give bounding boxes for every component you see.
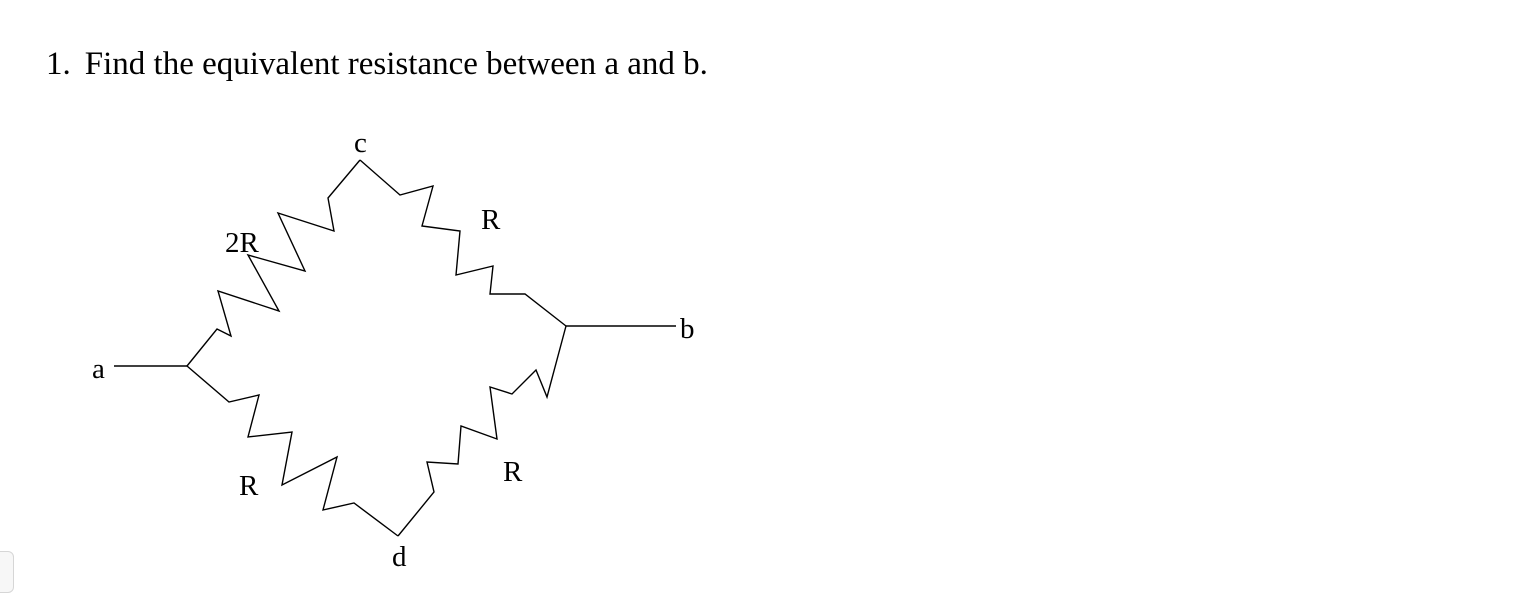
node-label-a: a (92, 353, 105, 385)
question-prompt: Find the equivalent resistance between a and b. (84, 46, 708, 82)
resistor-a-c (187, 160, 360, 366)
node-label-b: b (680, 313, 695, 345)
resistor-label-a-d: R (239, 470, 259, 502)
question-number: 1. (46, 46, 71, 82)
resistor-label-a-c: 2R (225, 227, 259, 259)
resistor-label-c-b: R (481, 204, 501, 236)
resistor-label-d-b: R (503, 456, 523, 488)
side-panel-handle[interactable] (0, 551, 14, 593)
node-label-c: c (354, 127, 367, 159)
node-label-d: d (392, 541, 407, 573)
resistor-a-d (187, 366, 398, 536)
resistor-d-b (398, 326, 566, 536)
resistor-c-b (360, 160, 566, 326)
